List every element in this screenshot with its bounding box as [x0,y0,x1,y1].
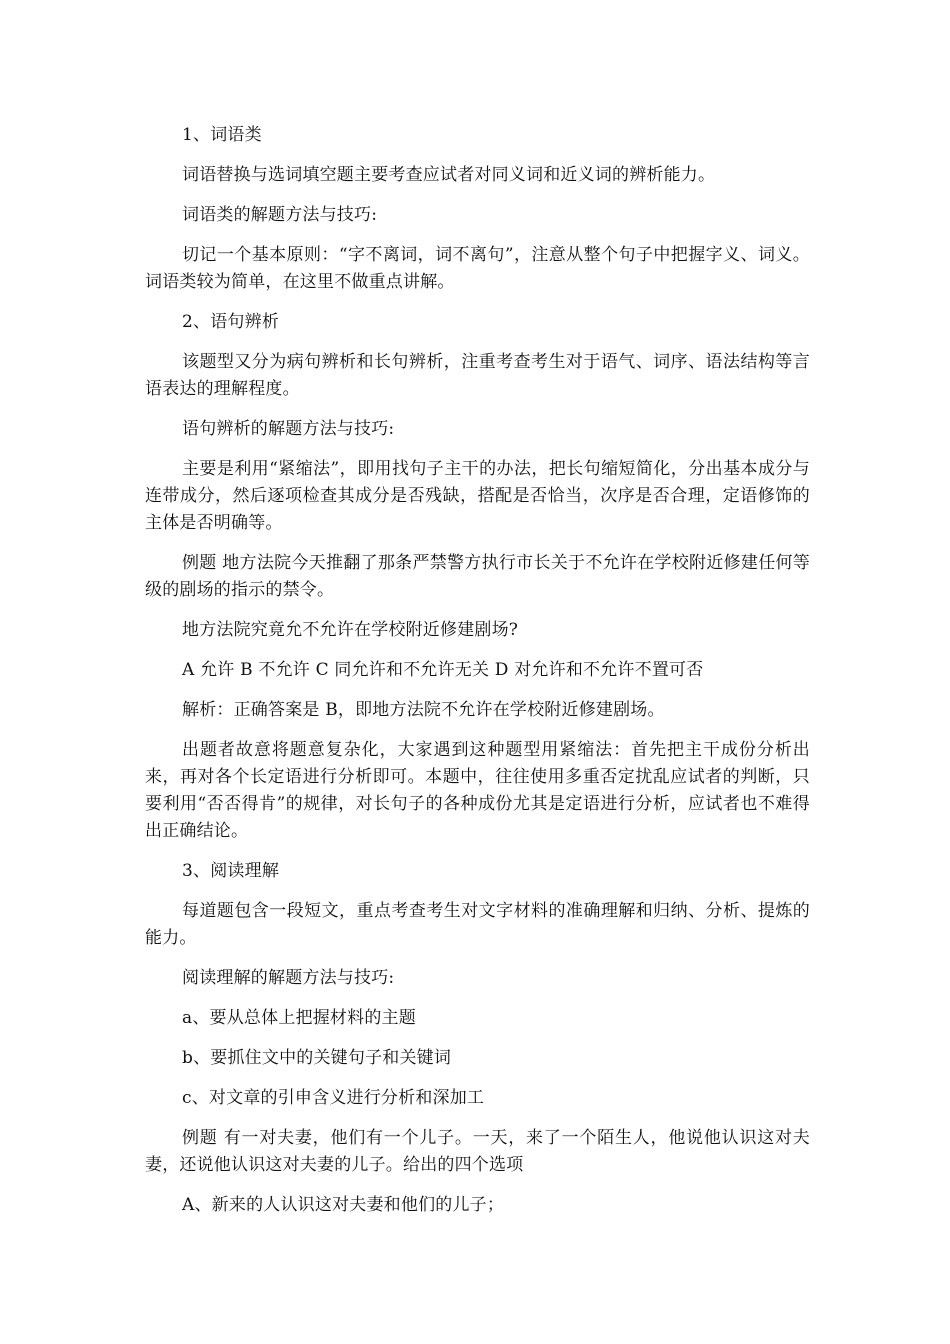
list-item: b、要抓住文中的关键句子和关键词 [182,1048,452,1068]
paragraph: 每道题包含一段短文，重点考查考生对文字材料的准确理解和归纳、分析、提炼的能力。 [145,901,810,948]
paragraph: 阅读理解的解题方法与技巧: [182,968,395,988]
paragraph: 语句辨析的解题方法与技巧: [182,419,395,439]
answer-option: A、新来的人认识这对夫妻和他们的儿子； [182,1195,505,1215]
paragraph: 地方法院究竟允不允许在学校附近修建剧场? [182,620,519,640]
section-heading-sentence: 2、语句辨析 [182,312,280,332]
paragraph: 词语替换与选词填空题主要考查应试者对同义词和近义词的辨析能力。 [182,165,716,185]
answer-options: A 允许 B 不允许 C 同允许和不允许无关 D 对允许和不允许不置可否 [182,660,704,680]
paragraph: 切记一个基本原则：“字不离词，词不离句”，注意从整个句子中把握字义、词义。词语类较为简单，在这里不做重点讲解。 [145,245,810,292]
paragraph: 主要是利用“紧缩法”，即用找句子主干的办法，把长句缩短简化，分出基本成分与连带成分，然后逐项检查其成分是否残缺，搭配是否恰当，次序是否合理，定语修饰的主体是否明确等。 [145,459,810,533]
document-body [145,122,810,1232]
paragraph: 词语类的解题方法与技巧: [182,205,378,225]
paragraph: 该题型又分为病句辨析和长句辨析，注重考查考生对于语气、词序、语法结构等言语表达的理解程度。 [145,352,810,399]
list-item: c、对文章的引申含义进行分析和深加工 [182,1088,485,1108]
answer-explanation: 解析：正确答案是 B，即地方法院不允许在学校附近修建剧场。 [182,700,665,720]
section-heading-reading: 3、阅读理解 [182,861,280,881]
paragraph: 出题者故意将题意复杂化，大家遇到这种题型用紧缩法：首先把主干成份分析出来，再对各个长定语进行分析即可。本题中，往往使用多重否定扰乱应试者的判断，只要利用“否否得肯”的规律，对长句子的各种成份尤其是定语进行分析，应试者也不难得出正确结论。 [145,740,810,841]
section-heading-words: 1、词语类 [182,125,262,145]
example-question: 例题 地方法院今天推翻了那条严禁警方执行市长关于不允许在学校附近修建任何等级的剧场的指示的禁令。 [145,553,810,600]
list-item: a、要从总体上把握材料的主题 [182,1008,416,1028]
example-question: 例题 有一对夫妻，他们有一个儿子。一天，来了一个陌生人，他说他认识这对夫妻，还说他认识这对夫妻的儿子。给出的四个选项 [145,1128,810,1175]
